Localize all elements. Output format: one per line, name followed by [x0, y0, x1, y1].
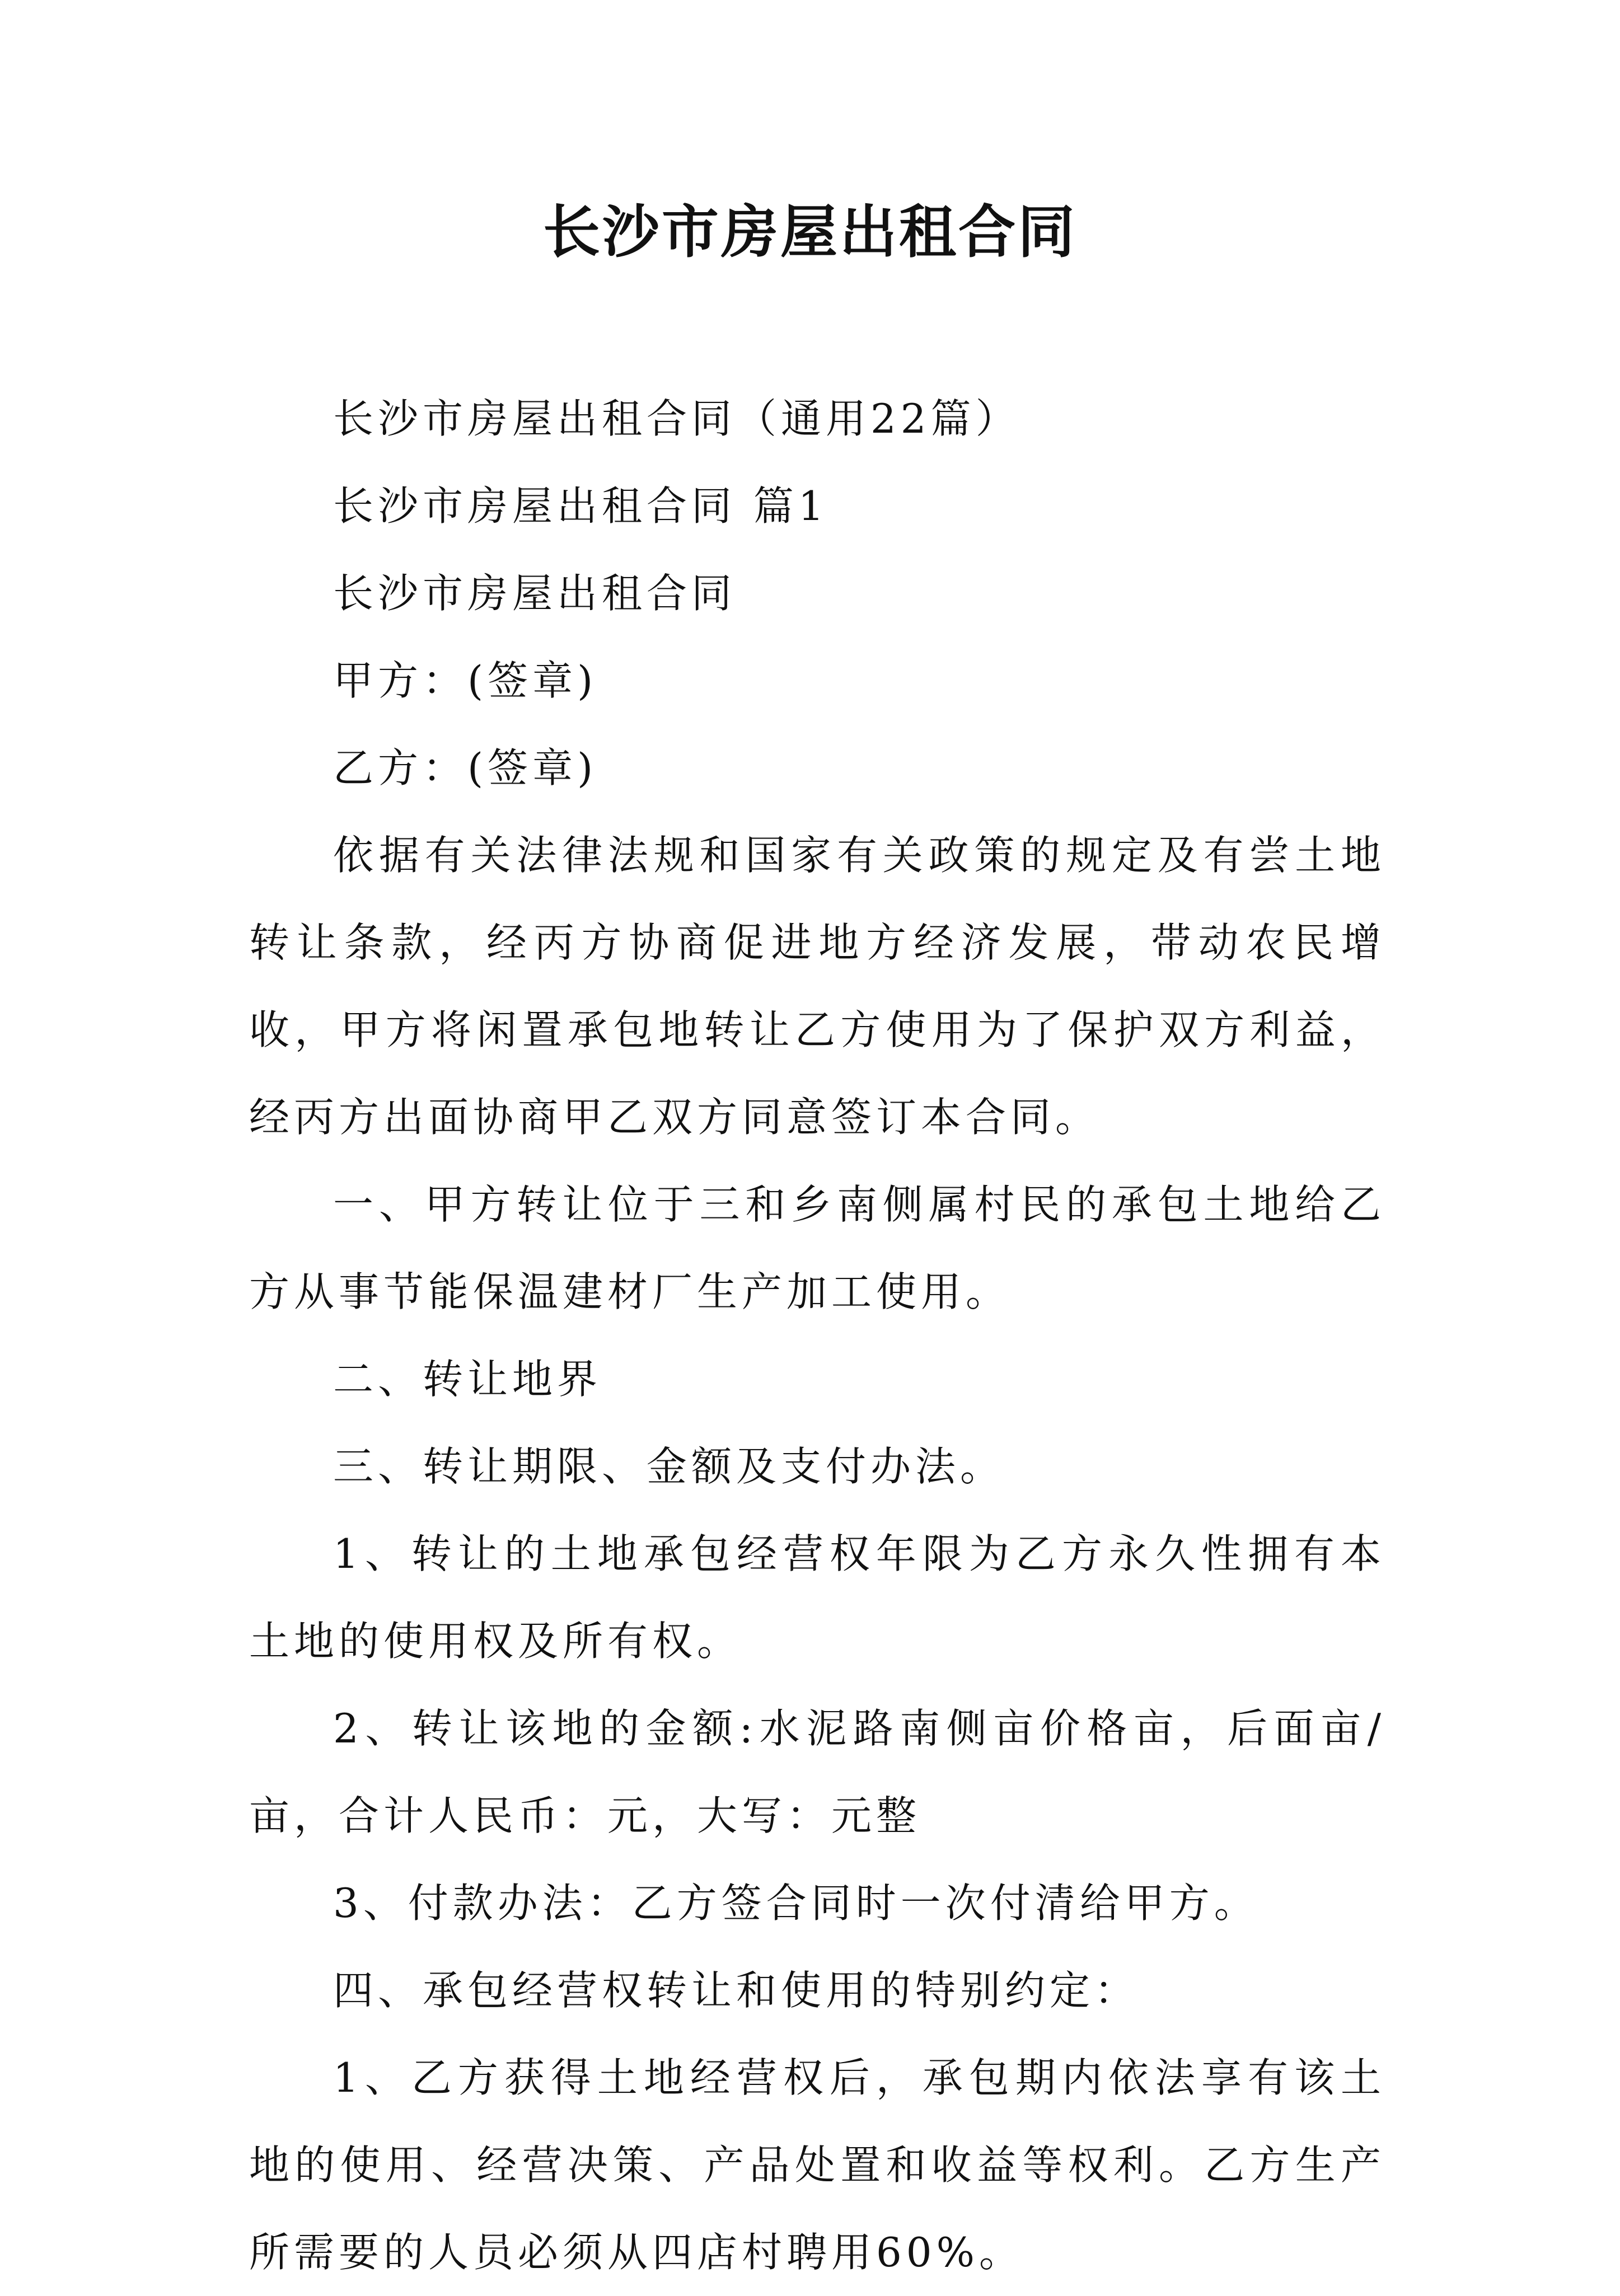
paragraph: 二、转让地界: [333, 1356, 602, 1403]
paragraph: 三、转让期限、金额及支付办法。: [333, 1443, 1005, 1490]
paragraph: 四、承包经营权转让和使用的特别约定：: [333, 1967, 1140, 2014]
paragraph: 长沙市房屋出租合同 篇1: [333, 482, 828, 530]
paragraph: 3、付款办法：乙方签合同时一次付清给甲方。: [333, 1880, 1259, 1927]
paragraph: 甲方：(签章): [333, 657, 598, 704]
paragraph: 1、乙方获得土地经营权后，承包期内依法享有该土地的使用、经营决策、产品处置和收益等权利。乙方生产所需要的人员必须从四店村聘用60%。: [249, 2054, 1385, 2276]
paragraph: 长沙市房屋出租合同（通用22篇）: [333, 395, 1020, 442]
paragraph: 依据有关法律法规和国家有关政策的规定及有尝土地转让条款，经丙方协商促进地方经济发展，带动农民增收，甲方将闲置承包地转让乙方使用为了保护双方利益，经丙方出面协商甲乙双方同意签订本合同。: [249, 832, 1385, 1141]
document-body: [249, 375, 1385, 2296]
paragraph: 乙方：(签章): [333, 744, 598, 791]
document-title: 长沙市房屋出租合同: [543, 199, 1077, 266]
paragraph: 1、转让的土地承包经营权年限为乙方永久性拥有本土地的使用权及所有权。: [249, 1530, 1385, 1665]
paragraph: 一、甲方转让位于三和乡南侧属村民的承包土地给乙方从事节能保温建材厂生产加工使用。: [249, 1181, 1385, 1315]
paragraph: 长沙市房屋出租合同: [333, 570, 737, 617]
paragraph: 2、转让该地的金额:水泥路南侧亩价格亩，后面亩/亩，合计人民币：元，大写：元整: [249, 1705, 1385, 1839]
